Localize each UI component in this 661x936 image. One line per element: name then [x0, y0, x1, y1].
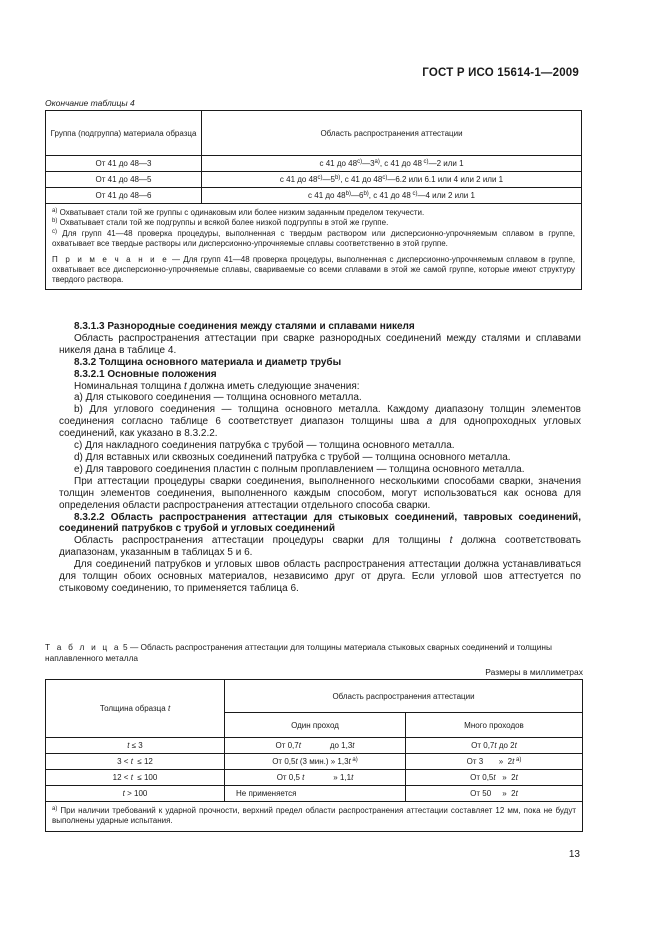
column-group-header-qualification-range: Область распространения аттестации [225, 680, 583, 713]
table-row [46, 754, 583, 770]
table-footnotes-row [46, 802, 583, 832]
section-8-3-1-3-paragraph: Область распространения аттестации при сварке разнородных соединений между сталями и сплавами никеля дана в таблице 4. [59, 332, 581, 356]
table-row [46, 188, 582, 204]
cell-single-pass: Не применяется [225, 786, 406, 802]
table-5-caption [45, 642, 585, 664]
table-row [46, 156, 582, 172]
section-8-3-2-2-paragraph-1: Область распространения аттестации процедуры сварки для толщины t должна соответствовать диапазонам, указанным в таблицах 5 и 6. [59, 535, 581, 559]
page-number: 13 [568, 849, 580, 860]
cell-material-group: От 41 до 48—5 [46, 172, 202, 188]
cell-specimen-thickness: t ≤ 3 [46, 738, 225, 754]
list-item-b: b) Для углового соединения — толщина основного металла. Каждому диапазону толщин элементов соединения согласно таблице 6 соответствует диапазон толщины шва a для однопроходных угловых соединений, как указано в 8.3.2.2. [59, 404, 581, 440]
footnote-b: $^{b)}$ Охватывает стали той же подгруппы и всякой более низкой подгруппы в этой же группе. [52, 218, 389, 228]
table-row [46, 786, 583, 802]
cell-qualification-range: с 41 до 48$^{c)}$—5$^{b)}$, с 41 до 48$^{c)}$—6.2 или 6.1 или 4 или 2 или 1 [202, 172, 582, 188]
note-label: П р и м е ч а н и е [52, 254, 169, 264]
table-row [46, 770, 583, 786]
table-header-row [46, 111, 582, 156]
note-text: — Для групп 41—48 проверка процедуры, выполненная с дисперсионно-упрочняемым сплавом в группе, охватывает все дисперсионно-упрочняемые сплавы, свариваемые со всеми сплавами в этой же самой группе, которые имеют структуру твердого раствора. [52, 254, 575, 285]
section-8-3-1-3-heading: 8.3.1.3 Разнородные соединения между сталями и сплавами никеля [74, 321, 415, 332]
cell-specimen-thickness: 12 < t ≤ 100 [46, 770, 225, 786]
table-5-footnote: $^{a)}$ При наличии требований к ударной прочности, верхний предел области распространения аттестации составляет 12 мм, пока не будут выполнены ударные испытания. [46, 802, 583, 832]
table-5-caption-label: Т а б л и ц а [45, 642, 121, 652]
table-row [46, 172, 582, 188]
column-header-single-pass: Один проход [225, 713, 406, 738]
cell-specimen-thickness: 3 < t ≤ 12 [46, 754, 225, 770]
table-4 [45, 110, 582, 290]
cell-multi-pass: От 0,7t до 2t [406, 738, 583, 754]
table-header-row [46, 680, 583, 713]
cell-qualification-range: с 41 до 48$^{c)}$—3$^{a)}$, с 41 до 48 $^{c)}$—2 или 1 [202, 156, 582, 172]
list-item-e: e) Для таврового соединения пластин с полным проплавлением — толщина основного металла. [74, 463, 525, 475]
table-footnotes-cell [46, 204, 582, 290]
thickness-intro: Номинальная толщина t должна иметь следующие значения: [74, 380, 360, 392]
column-header-qualification-range: Область распространения аттестации [202, 111, 582, 156]
section-8-3-2-heading: 8.3.2 Толщина основного материала и диаметр трубы [74, 356, 342, 368]
table-row [46, 738, 583, 754]
cell-single-pass: От 0,5t (3 мин.) » 1,3t $^{a)}$ [225, 754, 406, 770]
cell-material-group: От 41 до 48—3 [46, 156, 202, 172]
cell-material-group: От 41 до 48—6 [46, 188, 202, 204]
section-8-3-2-2-heading: 8.3.2.2 Область распространения аттестации для стыковых соединений, тавровых соединений, соединений патрубков с трубой и угловых соединений [59, 511, 581, 535]
cell-multi-pass: От 3 » 2t $^{a)}$ [406, 754, 583, 770]
column-header-multi-pass: Много проходов [406, 713, 583, 738]
footnote-c: $^{c)}$ Для групп 41—48 проверка процедуры, выполненная с твердым раствором или дисперсионно-упрочняемым сплавом в группе, охватывает все твердые растворы или дисперсионно-упрочняемые сплавы соответственно в этой группе. [52, 228, 575, 249]
cell-specimen-thickness: t > 100 [46, 786, 225, 802]
section-8-3-2-1-heading: 8.3.2.1 Основные положения [74, 368, 217, 380]
cell-single-pass: От 0,7t до 1,3t [225, 738, 406, 754]
cell-qualification-range: с 41 до 48$^{b)}$—6$^{b)}$, с 41 до 48 $^{c)}$—4 или 2 или 1 [202, 188, 582, 204]
multi-process-paragraph: При аттестации процедуры сварки соединения, выполненного несколькими способами сварки, значения толщин элементов соединения, выполненного каждым способом, могут использоваться как основа для определения области распространения аттестации отдельного способа сварки. [59, 475, 581, 511]
table-5-units-note: Размеры в миллиметрах [485, 667, 583, 677]
cell-multi-pass: От 50 » 2t [406, 786, 583, 802]
table-5 [45, 679, 583, 832]
body-text [59, 321, 581, 595]
table-footnotes-row [46, 204, 582, 290]
table-continuation-label: Окончание таблицы 4 [45, 98, 135, 108]
cell-single-pass: От 0,5 t » 1,1t [225, 770, 406, 786]
section-8-3-2-2-paragraph-2: Для соединений патрубков и угловых швов область распространения аттестации должна устанавливаться для толщин обоих основных материалов, независимо друг от друга. Если угловой шов аттестуется по стыковому соединению, то применяется таблица 6. [59, 559, 581, 594]
table-note [52, 255, 575, 286]
list-item-d: d) Для вставных или сквозных соединений патрубка с трубой — толщина основного металла. [74, 451, 511, 463]
column-header-specimen-thickness: Толщина образца t [46, 680, 225, 738]
column-header-material-group: Группа (подгруппа) материала образца [46, 111, 202, 156]
list-item-a: a) Для стыкового соединения — толщина основного металла. [74, 392, 362, 404]
cell-multi-pass: От 0,5t » 2t [406, 770, 583, 786]
table-5-caption-text: 5 — Область распространения аттестации для толщины материала стыковых сварных соединений и толщины наплавленного металла [45, 642, 552, 663]
list-item-c: c) Для накладного соединения патрубка с трубой — толщина основного металла. [74, 440, 455, 452]
footnote-a: $^{a)}$ Охватывает стали той же группы с одинаковым или более низким заданным пределом текучести. [52, 208, 425, 217]
document-id-header: ГОСТ Р ИСО 15614-1—2009 [422, 67, 579, 79]
